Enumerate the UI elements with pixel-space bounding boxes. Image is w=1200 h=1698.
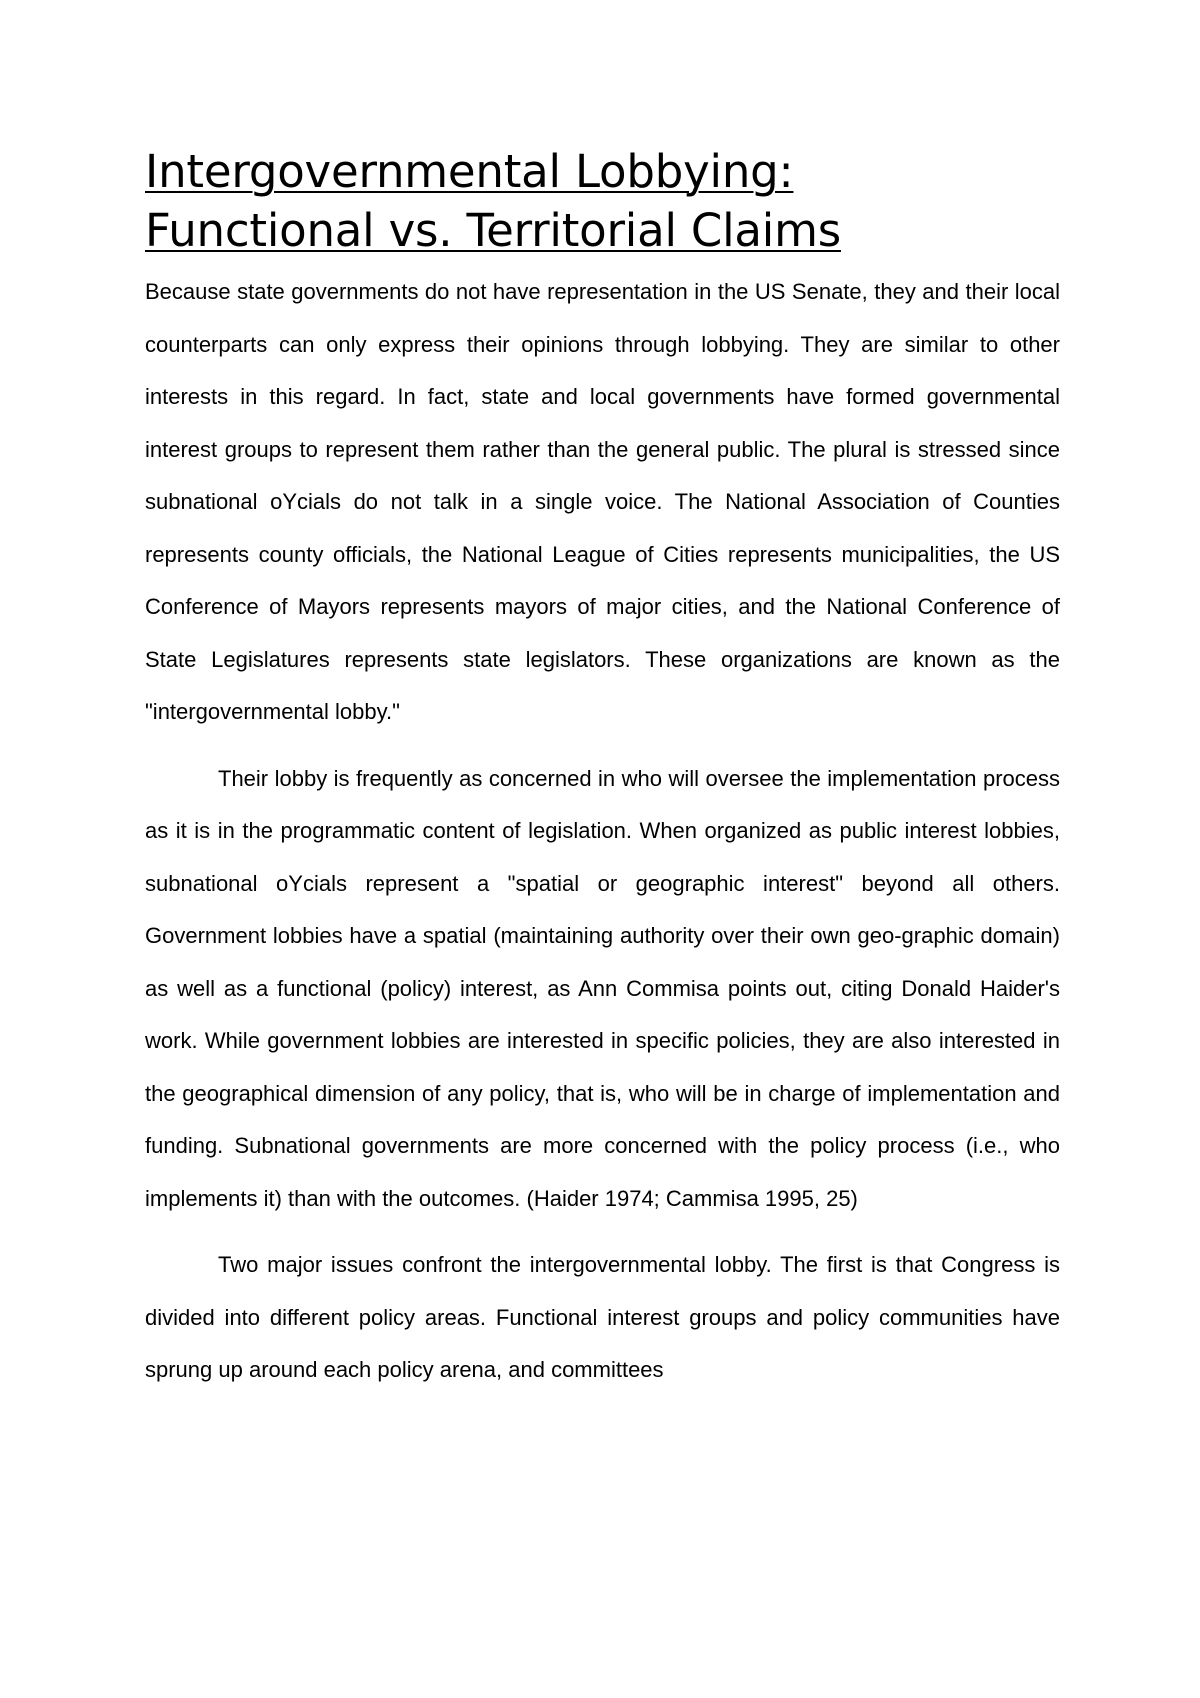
title-line-1: Intergovernmental Lobbying: <box>145 145 794 198</box>
title-line-2: Functional vs. Territorial Claims <box>145 204 841 257</box>
document-title <box>145 142 1060 260</box>
paragraph-2: Their lobby is frequently as concerned in who will oversee the implementation process as it is in the programmatic content of legislation. When organized as public interest lobbies, subnational oYcials represent a "spatial or geographic interest" beyond all others. Government lobbies have a spatial (maintaining authority over their own geo-graphic domain) as well as a functional (policy) interest, as Ann Commisa points out, citing Donald Haider's work. While government lobbies are interested in specific policies, they are also interested in the geographical dimension of any policy, that is, who will be in charge of implementation and funding. Subnational governments are more concerned with the policy process (i.e., who implements it) than with the outcomes. (Haider 1974; Cammisa 1995, 25) <box>145 765 1060 1211</box>
paragraph-3: Two major issues confront the intergovernmental lobby. The first is that Congress is divided into different policy areas. Functional interest groups and policy communities have sprung up around each policy arena, and committees <box>145 1252 1060 1382</box>
document-page <box>145 142 1060 1397</box>
paragraph-1: Because state governments do not have representation in the US Senate, they and their local counterparts can only express their opinions through lobbying. They are similar to other interests in this regard. In fact, state and local governments have formed governmental interest groups to represent them rather than the general public. The plural is stressed since subnational oYcials do not talk in a single voice. The National Association of Counties represents county officials, the National League of Cities represents municipalities, the US Conference of Mayors represents mayors of major cities, and the National Conference of State Legislatures represents state legislators. These organizations are known as the "intergovernmental lobby." <box>145 279 1060 724</box>
